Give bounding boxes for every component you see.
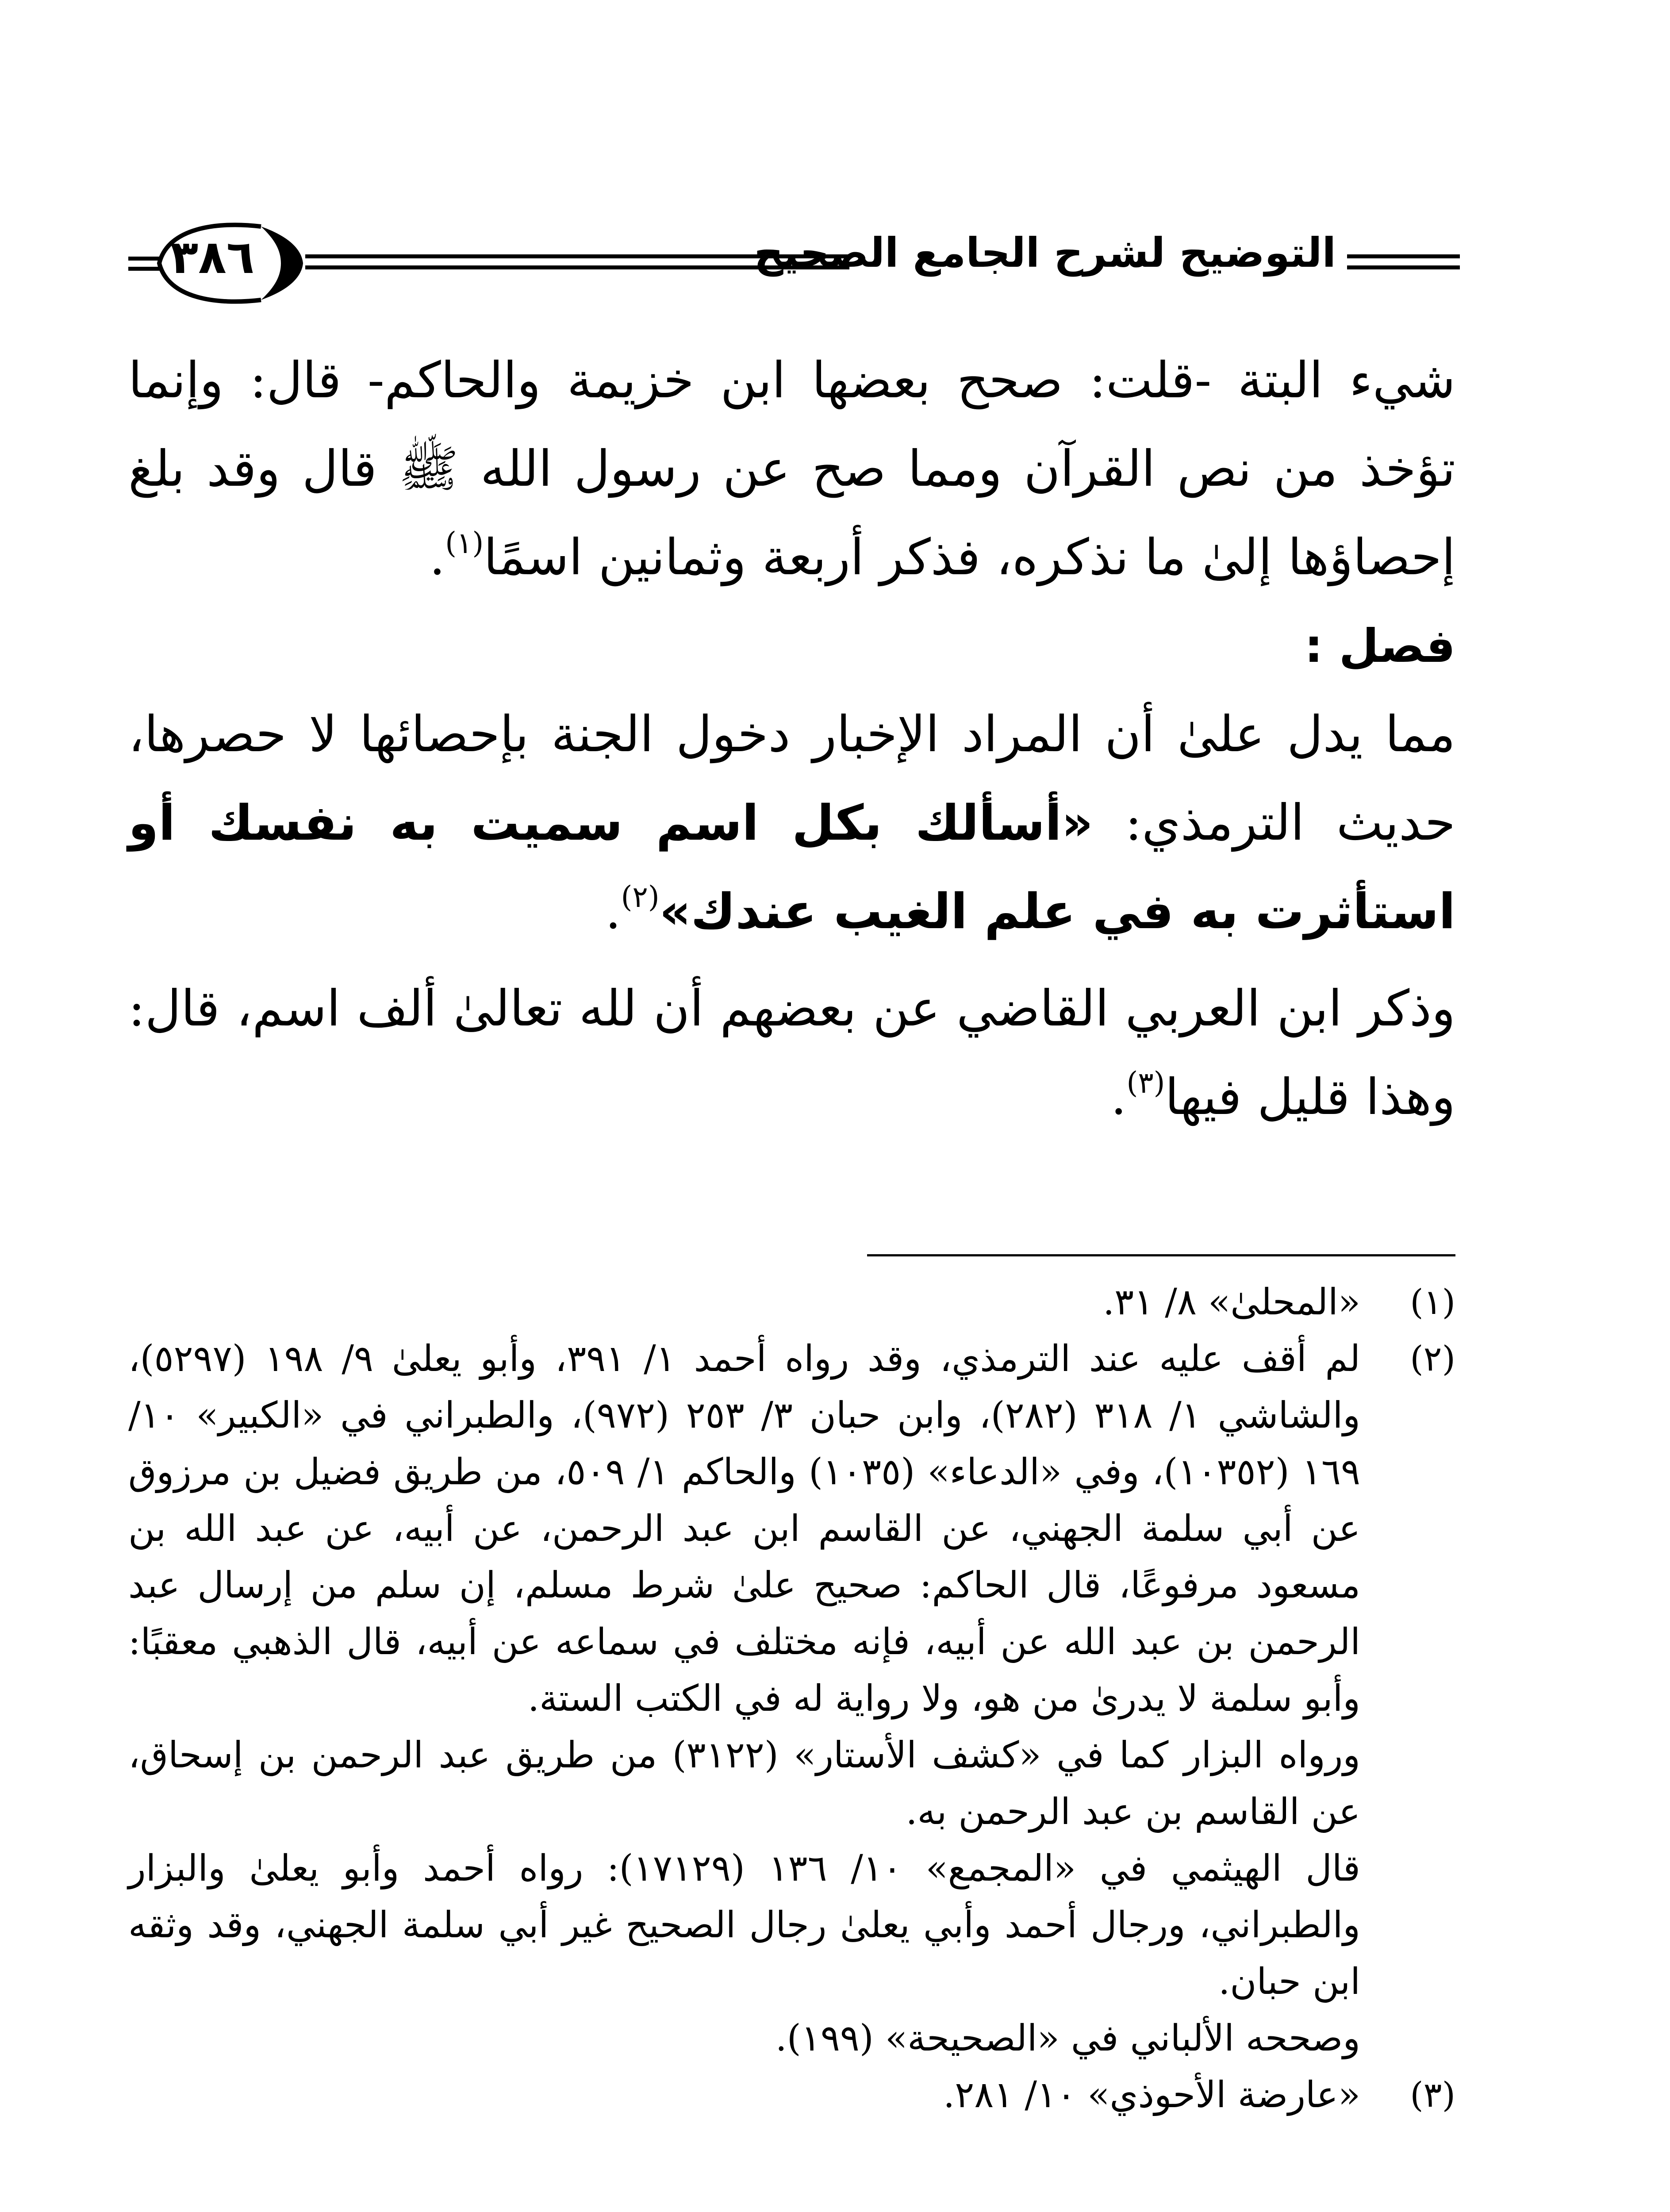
header-rule-right (1347, 254, 1460, 270)
footnote-2 (128, 1331, 1455, 1727)
footnote-2-continuation-1: ورواه البزار كما في «كشف الأستار» (٣١٢٢) من طريق عبد الرحمن بن إسحاق، عن القاسم بن عبد الرحمن به. (128, 1734, 1360, 1833)
paragraph-1-text: شيء البتة -قلت: صحح بعضها ابن خزيمة والحاكم- قال: وإنما تؤخذ من نص القرآن ومما صح عن رسول الله ﷺ قال وقد بلغ إحصاؤها إلىٰ ما نذكره، فذكر أربعة وثمانين اسمًا (128, 352, 1455, 586)
paragraph-2-end: . (605, 883, 621, 940)
paragraph-3-end: . (1110, 1068, 1127, 1126)
paragraph-3 (128, 964, 1455, 1141)
footnote-1-marker: (١) (1410, 1283, 1455, 1322)
footnote-ref-3: (٣) (1126, 1066, 1165, 1100)
paragraph-2-text: مما يدل علىٰ أن المراد الإخبار دخول الجنة بإحصائها لا حصرها، حديث الترمذي: (128, 706, 1456, 852)
running-title: التوضيح لشرح الجامع الصحيح (754, 229, 1336, 276)
footnote-3-marker: (٣) (1410, 2075, 1455, 2115)
footnote-1 (128, 1274, 1455, 1331)
footnotes (128, 1274, 1455, 2124)
footnote-2-marker: (٢) (1410, 1339, 1455, 1379)
paragraph-1 (128, 336, 1455, 602)
section-heading: فصل : (1304, 619, 1455, 673)
footnote-2-continuation-2: قال الهيثمي في «المجمع» ١٠/ ١٣٦ (١٧١٢٩): رواه أحمد وأبو يعلىٰ والبزار والطبراني، ورجال أحمد وأبي يعلىٰ رجال الصحيح غير أبي سلمة الجهني، وقد وثقه ابن حبان. (128, 1847, 1360, 2003)
footnote-ref-2: (٢) (621, 880, 660, 914)
page-number: ٣٨٦ (170, 230, 255, 284)
footnote-1-text: «المحلىٰ» ٨/ ٣١. (1103, 1281, 1360, 1323)
paragraph-1-end: . (429, 529, 445, 586)
footnote-ref-1: (١) (445, 526, 484, 560)
paragraph-3-text: وذكر ابن العربي القاضي عن بعضهم أن لله تعالىٰ ألف اسم، قال: وهذا قليل فيها (128, 980, 1455, 1126)
footnote-2-continuation-3: وصححه الألباني في «الصحيحة» (١٩٩). (775, 2017, 1360, 2059)
paragraph-2 (128, 690, 1455, 956)
hadith-quote: «أسألك بكل اسم سميت به نفسك أو استأثرت به في علم الغيب عندك» (128, 795, 1455, 940)
footnote-3 (128, 2067, 1455, 2124)
footnote-2-text: لم أقف عليه عند الترمذي، وقد رواه أحمد ١/ ٣٩١، وأبو يعلىٰ ٩/ ١٩٨ (٥٢٩٧)، والشاشي ١/ ٣١٨ (٢٨٢)، وابن حبان ٣/ ٢٥٣ (٩٧٢)، والطبراني في «الكبير» ١٠/ ١٦٩ (١٠٣٥٢)، وفي «الدعاء» (١٠٣٥) والحاكم ١/ ٥٠٩، من طريق فضيل بن مرزوق عن أبي سلمة الجهني، عن القاسم ابن عبد الرحمن، عن أبيه، عن عبد الله بن مسعود مرفوعًا، قال الحاكم: صحيح علىٰ شرط مسلم، إن سلم من إرسال عبد الرحمن بن عبد الله عن أبيه، فإنه مختلف في سماعه عن أبيه، قال الذهبي معقبًا: وأبو سلمة لا يدرىٰ من هو، ولا رواية له في الكتب الستة. (128, 1338, 1361, 1720)
main-text (128, 336, 1455, 1141)
footnote-separator (867, 1254, 1455, 1256)
footnote-3-text: «عارضة الأحوذي» ١٠/ ٢٨١. (943, 2074, 1360, 2116)
page-header (128, 208, 1460, 319)
page-number-badge (128, 217, 305, 310)
